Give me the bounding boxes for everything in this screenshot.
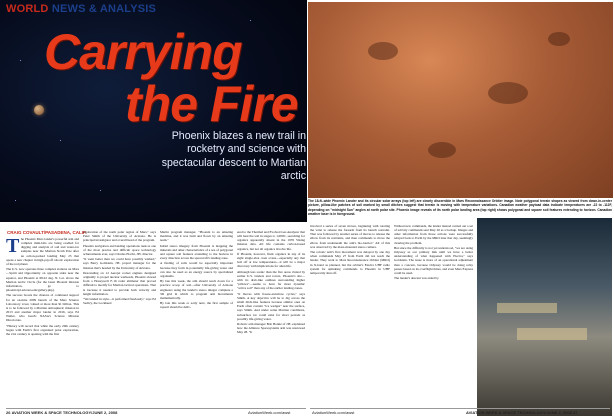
paragraph: The U.S. now operates three complex stations on Mars—Spirit and Opportunity on opposite sides near the equator, and Phoenix at 68.22 deg. N. Lat. above the Martian Arctic Circle (for the latest Phoenix mission information, go to phoenix.lpl.arizona.edu/gallery.php). <box>6 267 79 293</box>
star <box>100 190 101 191</box>
paragraph: The Phoenix Mars lander's powerful arm and complex mini-labs are being readied for digging and analysis of soil and water-ice samples near the Martian North Pole after an action-packed landing May 25 that opens a new chapter in high-payoff robotic exploration of the red planet. <box>6 237 79 266</box>
star <box>20 60 21 61</box>
drop-cap: T <box>6 237 20 257</box>
footer-right <box>466 410 577 415</box>
title-line1: Carrying <box>44 24 242 80</box>
solar-panel <box>497 303 557 313</box>
text-column-3 <box>160 230 233 407</box>
paragraph: Phoenix navigation and landing operations rank as one of the most precise and difficult space technology achievements ever, says Charles Elachi, JPL director. <box>83 243 156 256</box>
star <box>15 200 16 201</box>
section-suffix: NEWS & ANALYSIS <box>51 3 157 15</box>
footer-rule-right <box>310 408 610 409</box>
soil-feature <box>488 82 528 104</box>
paragraph: By late this week or early next, the first sample of topsoil should be deliv- <box>160 301 233 310</box>
paragraph: "History will record that while the early 20th century began with Earth's first organized polar exploration, the 21st century is opening with the first <box>6 323 79 336</box>
paragraph: If Phoenix, however, finds organics in any of its eight single-shot oven ovens—especially any that boil off at low temperatures—it will be a major discovery with implications for alien life. <box>237 251 305 269</box>
soil-feature <box>548 32 570 46</box>
section-prefix: WORLD <box>6 3 49 15</box>
byline: CRAIG COVAULT/PASADENA, CALIF. <box>7 230 87 235</box>
paragraph: The robotic arm's first movement was delayed by one day when commands May 27 from Earth did not reach the lander. They went to Mars Reconnaissance Orbiter (MRO) in X-band as planned, but the orbiter's Electra UHF radio system for uplinking commands to Phoenix in UHF temporarily shut off. <box>310 250 390 275</box>
paragraph: "We landed in style—it performed flawlessly," says Ed Sedivy, the Lockheed <box>83 297 156 306</box>
paragraph: Martin program manager. "Phoenix is an amazing machine, and it was built and flown by an amazing team." <box>160 230 233 243</box>
section-header <box>6 3 156 15</box>
solar-panel <box>517 328 587 340</box>
paragraph: Initial stereo imagery from Phoenix is mapping the minerals and other characteristics of a sea of polygonal and square soil features extending to the horizon in every direction across the spacecraft's landing zone. <box>160 243 233 261</box>
paragraph: "It moves with freeze-and-thaw cycles," says Smith. A key objective will be to dig across the small ditch-like features because similar ones on Earth often contain "ice wedges" near the surface, says Smith. And under some Martian conditions, subsurface ice could exist for short periods as possibly life-giving water. <box>237 291 305 321</box>
paragraph: A finding of salts would be especially important because they form in potentially life-giving water and can also be used as an energy source by specialized organisms. <box>160 261 233 278</box>
title-line2: the Fire <box>125 76 298 132</box>
page-number-right: 27 <box>572 410 578 415</box>
paragraph: The success boosts the chances of continued support for an on-time 2009 launch of the Mars Science Laboratory rover, valued at more than $1 billion. This is to be followed by a Martian atmospheric mission in 2013 and another major lander in 2016, says Ed Weiler, who head's NASA's Science Mission Directorate. <box>6 293 79 323</box>
paragraph: Without new commands, the lander instead carried out a set of activity commands sent May 26 as a backup. Images and other information from those actions were successfully relayed back to Earth by the MRO later that day, seemingly clearing the problem. <box>394 224 473 245</box>
text-column-5 <box>310 224 390 407</box>
paragraph: By late this week, the arm should reach down for a practice scoop of soil—after University of Arizona engineers using the lander's stereo imager complete a 3D grid in which to program arm movements mathematically. <box>160 279 233 300</box>
text-column-4 <box>237 230 305 407</box>
subhead: Phoenix blazes a new trail in rocketry and science with spectacular descent to Martian arctic <box>161 130 306 182</box>
soil-feature <box>368 42 398 60</box>
footer-link-left[interactable]: AviationWeek.com/awst <box>248 410 291 415</box>
soil-feature <box>428 142 456 158</box>
mars-planet <box>34 105 44 115</box>
page-number-left: 26 <box>6 410 11 415</box>
publication-left: AVIATION WEEK & SPACE TECHNOLOGY/JUNE 2, 2008 <box>11 410 118 415</box>
text-column-1 <box>6 237 79 407</box>
paragraph: But since the difficulty is not yet understood, "we are using Odyssey as our primary link until we have a better understanding of what happened with Electra," says Goldstein. The issue is more of an operational adjustment than a concern, because Odyssey would be doing relay passes based on its overflight times, and even Mars Express could be used. <box>394 245 473 275</box>
paragraph: The lander's descent was aided by <box>394 276 439 281</box>
lander-photo <box>477 218 612 416</box>
paragraph: ered to the Thermal and Evolved Gas Analyzer that will heat the soil in stages to 1,000C, searching for organics apparently absent in the 1976 Viking mission data. All life contains carbon-based organics, but not all organics involve life. <box>237 230 305 251</box>
mars-surface-image <box>308 2 613 198</box>
publication-right: AVIATION WEEK & SPACE TECHNOLOGY/JUNE 2, 2008 <box>466 410 572 415</box>
footer-left <box>6 410 117 415</box>
paragraph: Descending on 12 Aerojet rocket engines designed originally to propel nuclear warheads, Phoenix slowed from a Honeywell F-16 radar altimeter that proved difficult to modify for Martian tactical operations. That is because it needed to provide both velocity and height information. <box>83 270 156 296</box>
paragraph: Although less scenic than the five areas visited by earlier U.S. landers and rovers, Phoenix's site—with its drab-like outlines surrounding higher "pillows"—seems to have far more dynamic "active soil" than any of the earlier landing zones. <box>237 269 305 291</box>
paragraph: "It went better than we could have possibly wished," says Barry Goldstein, JPL project manager for the mission that's headed by the University of Arizona. <box>83 257 156 270</box>
star <box>250 20 251 21</box>
photo-caption: The 18-ft.-wide Phoenix Lander and its circular solar arrays (top left) are clearly discernible in Mars Reconnaissance Orbiter image. Note polygonal terrain shapes as viewed from down-in-center picture, pillow-like patches of soil marked by small ditches suggest that terrain is moving with temperature variations. Canadian weather payload data indicate temperatures are -22 to -112F, depending on "midnight Sun" angles at north polar site. Phoenix image reveals of its north polar landing area (top right) shows polygonal and square soil features extending to horizon. Canadian weather laser is in foreground. <box>308 199 612 216</box>
paragraph: exploration of the north polar region of Mars," says Peter Smith of the University of Arizona. He is principal investigator and overall head of the program. <box>83 230 156 243</box>
text-column-6 <box>394 224 473 407</box>
star <box>60 140 61 141</box>
footer-link-right[interactable]: AviationWeek.com/awst <box>312 410 355 415</box>
paragraph: Robotic arm manager Bob Bonitz of JPL explained how the Alliance Spacesystems arm was unstowed May 28. "It <box>237 322 305 335</box>
text-column-2 <box>83 230 156 407</box>
footer-rule-left <box>6 408 306 409</box>
paragraph: involved a series of seven moves, beginning with rotating the wrist to release the forearm from its launch restraint. That was followed by another series of moves to release the elbow from its restraints, and then commands to move the elbow from underneath the arm's bio-barrier." All of this was observed by the mass-mounted stereo camera. <box>310 224 390 249</box>
